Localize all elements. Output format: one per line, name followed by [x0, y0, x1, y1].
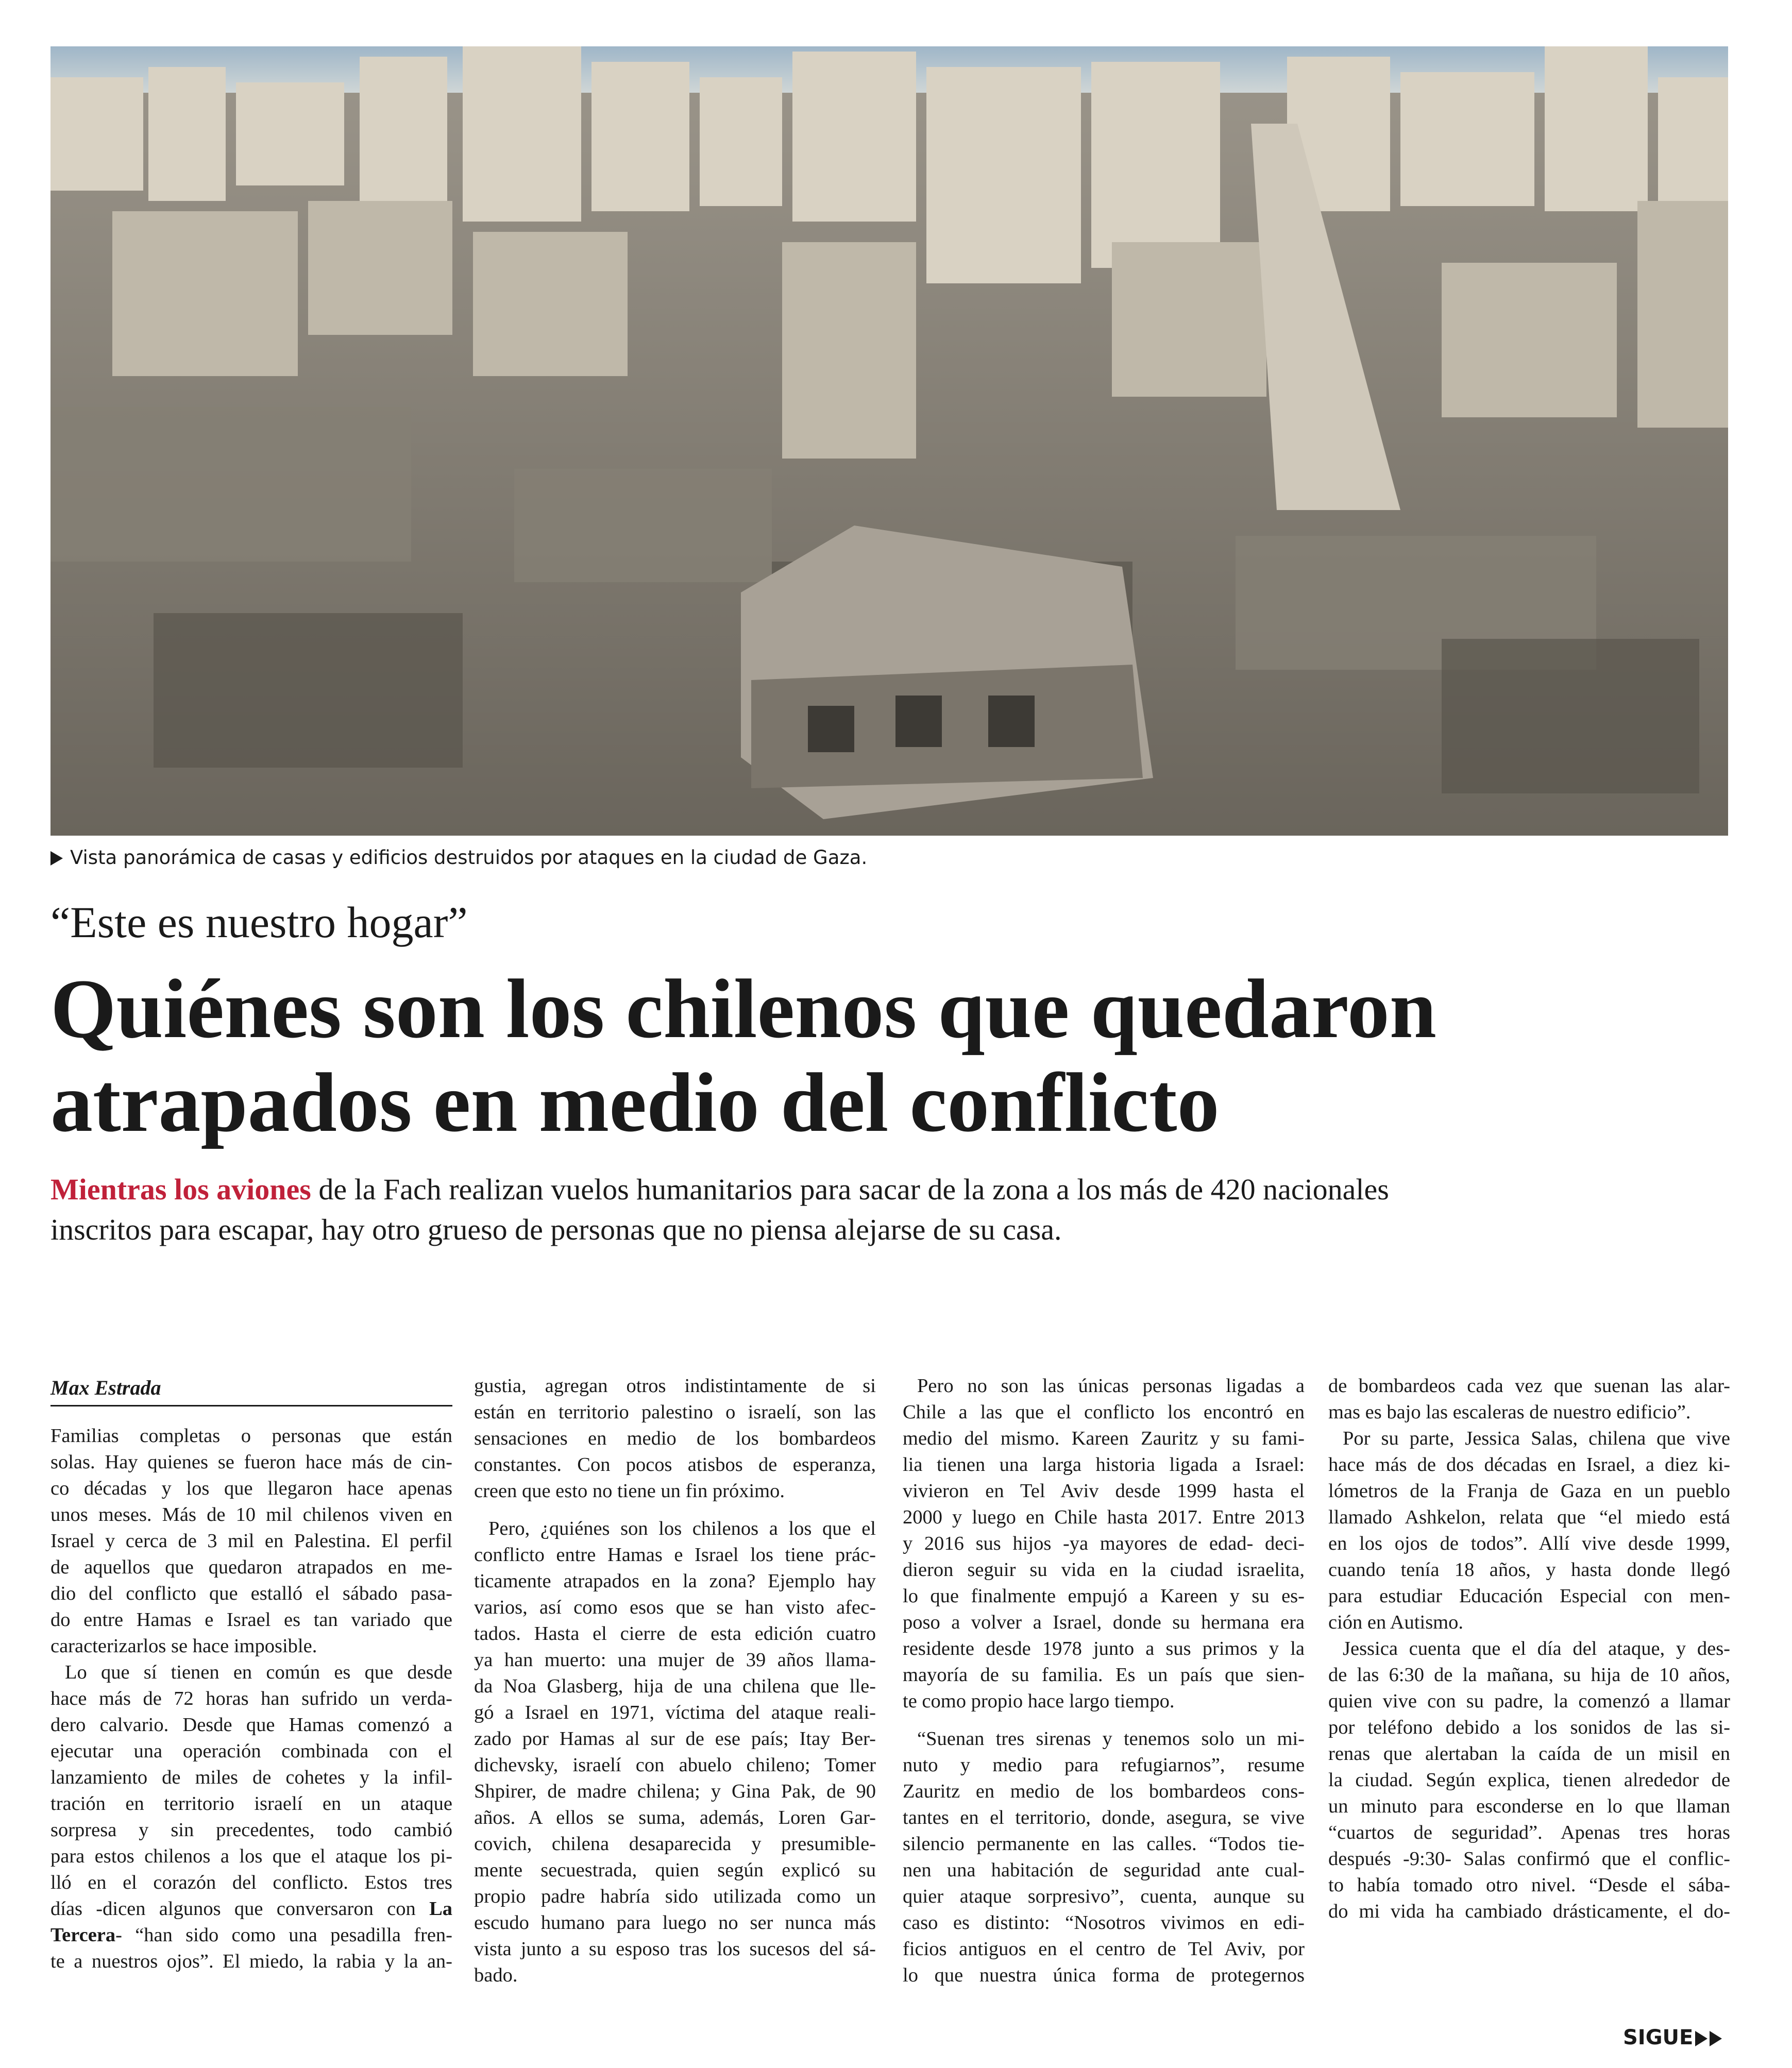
- continues-link[interactable]: [1623, 2025, 1722, 2050]
- text-line: caracterizarlos se hace imposible.: [50, 1635, 317, 1657]
- text-line: tados. Hasta el cierre de esta edición cuatro: [474, 1623, 876, 1645]
- article-column-3: [903, 1373, 1305, 1989]
- text-line: hace más de dos décadas en Israel, a diez ki-: [1328, 1454, 1730, 1476]
- text-line: zado por Hamas al sur de ese país; Itay Ber-: [474, 1728, 876, 1750]
- text-line: co décadas y los que llegaron hace apenas: [50, 1478, 452, 1499]
- text-line: covich, chilena desaparecida y presumible-: [474, 1833, 876, 1855]
- text-line: da Noa Glasberg, hija de una chilena que lle-: [474, 1675, 876, 1697]
- photo-gaza-destroyed-buildings: [50, 46, 1728, 836]
- text-line: poso a volver a Israel, donde su hermana era: [903, 1612, 1305, 1633]
- text-line: renas que alertaban la caída de un misil en: [1328, 1743, 1730, 1765]
- text-line: nen una habitación de seguridad ante cual-: [903, 1859, 1305, 1881]
- deck-line: [50, 1169, 1699, 1210]
- newspaper-name: Tercera: [50, 1924, 116, 1946]
- deck-line: inscritos para escapar, hay otro grueso de personas que no piensa alejarse de su casa.: [50, 1213, 1062, 1246]
- text-line: Chile a las que el conflicto los encontró en: [903, 1401, 1305, 1423]
- text-line: bado.: [474, 1964, 518, 1986]
- text-line: lia tienen una larga historia ligada a Israel:: [903, 1454, 1305, 1476]
- text-line: gustia, agregan otros indistintamente de si: [474, 1375, 876, 1397]
- text-line: de bombardeos cada vez que suenan las alar-: [1328, 1375, 1730, 1397]
- text-line: lo que nuestra única forma de protegernos: [903, 1964, 1305, 1986]
- text-line: propio padre habría sido utilizada como un: [474, 1886, 876, 1907]
- text-line: mas es bajo las escaleras de nuestro edificio”.: [1328, 1401, 1691, 1423]
- photo-caption: [50, 845, 1728, 871]
- text-line: ficios antiguos en el centro de Tel Aviv, por: [903, 1938, 1305, 1960]
- text-line: constantes. Con pocos atisbos de esperanza,: [474, 1454, 876, 1476]
- text-line: [50, 1896, 452, 1922]
- text-line: lo que finalmente empujó a Kareen y su es-: [903, 1585, 1305, 1607]
- text-line: mayoría de su familia. Es un país que sien-: [903, 1664, 1305, 1686]
- headline-line: Quiénes son los chilenos que quedaron: [50, 962, 1436, 1056]
- text-line: do mi vida ha cambiado drásticamente, el do-: [1328, 1901, 1730, 1922]
- text-line: nuto y medio para refugiarnos”, resume: [903, 1754, 1305, 1776]
- text-line: Por su parte, Jessica Salas, chilena que vive: [1343, 1428, 1730, 1449]
- text-line: quien vive con su padre, la comenzó a llamar: [1328, 1690, 1730, 1712]
- text-line: creen que esto no tiene un fin próximo.: [474, 1480, 785, 1502]
- text-line: “cuartos de seguridad”. Apenas tres horas: [1328, 1822, 1730, 1843]
- text-line: conflicto entre Hamas e Israel los tiene prác-: [474, 1544, 876, 1566]
- play-arrow-icon: [1695, 2031, 1708, 2046]
- text-line: un minuto para esconderse en lo que llaman: [1328, 1795, 1730, 1817]
- text-fragment: - “han sido como una pesadilla fren-: [115, 1924, 452, 1946]
- newspaper-name: La: [429, 1898, 452, 1920]
- text-line: “Suenan tres sirenas y tenemos solo un mi-: [917, 1728, 1305, 1750]
- text-line: varios, así como esos que se han visto afec-: [474, 1597, 876, 1618]
- text-line: te como propio hace largo tiempo.: [903, 1690, 1175, 1712]
- kicker: “Este es nuestro hogar”: [50, 897, 468, 947]
- article-column-1: [50, 1423, 452, 1975]
- text-line: Zauritz en medio de los bombardeos cons-: [903, 1781, 1305, 1802]
- text-line: quier ataque sorpresivo”, cuenta, aunque su: [903, 1886, 1305, 1907]
- text-line: tantes en el territorio, donde, asegura, se vive: [903, 1807, 1305, 1828]
- text-line: hace más de 72 horas han sufrido un verda-: [50, 1688, 452, 1709]
- article-column-2: [474, 1373, 876, 1989]
- caption-text: Vista panorámica de casas y edificios destruidos por ataques en la ciudad de Gaza.: [70, 846, 868, 869]
- text-line: para estudiar Educación Especial con men-: [1328, 1585, 1730, 1607]
- lead-photo: [50, 46, 1728, 836]
- text-line: do entre Hamas e Israel es tan variado que: [50, 1609, 452, 1631]
- text-line: silencio permanente en las calles. “Todos tie-: [903, 1833, 1305, 1855]
- play-arrow-icon: [1710, 2031, 1722, 2046]
- text-line: lómetros de la Franja de Gaza en un pueblo: [1328, 1480, 1730, 1502]
- text-line: lanzamiento de miles de cohetes y la infil-: [50, 1767, 452, 1788]
- text-line: Pero no son las únicas personas ligadas a: [917, 1375, 1305, 1397]
- article-column-4: [1328, 1373, 1730, 1925]
- byline: Max Estrada: [50, 1373, 452, 1406]
- text-line: están en territorio palestino o israelí, son las: [474, 1401, 876, 1423]
- text-line: Jessica cuenta que el día del ataque, y des-: [1343, 1638, 1730, 1659]
- continues-label: SIGUE: [1623, 2026, 1694, 2049]
- text-line: medio del mismo. Kareen Zauritz y su fami-: [903, 1428, 1305, 1449]
- caption-triangle-icon: [50, 851, 63, 866]
- text-line: [50, 1922, 452, 1948]
- text-line: unos meses. Más de 10 mil chilenos viven en: [50, 1504, 452, 1525]
- deck-text: de la Fach realizan vuelos humanitarios para sacar de la zona a los más de 420 nacionales: [311, 1173, 1389, 1206]
- text-line: tración en territorio israelí en un ataque: [50, 1793, 452, 1815]
- text-line: dero calvario. Desde que Hamas comenzó a: [50, 1714, 452, 1736]
- text-line: 2000 y luego en Chile hasta 2017. Entre 2013: [903, 1506, 1305, 1528]
- text-line: dichevsky, israelí con abuelo chileno; Tomer: [474, 1754, 876, 1776]
- text-line: en los ojos de todos”. Allí vive desde 1999,: [1328, 1533, 1730, 1554]
- text-line: años. A ellos se suma, además, Loren Gar-: [474, 1807, 876, 1828]
- text-line: te a nuestros ojos”. El miedo, la rabia y la an-: [50, 1951, 452, 1972]
- text-line: escudo humano para luego no ser nunca más: [474, 1912, 876, 1934]
- headline: [50, 962, 1730, 1150]
- text-line: para estos chilenos a los que el ataque los pi-: [50, 1845, 452, 1867]
- text-line: ejecutar una operación combinada con el: [50, 1740, 452, 1762]
- text-fragment: días -dicen algunos que conversaron con: [50, 1898, 416, 1920]
- text-line: Israel y cerca de 3 mil en Palestina. El perfil: [50, 1530, 452, 1552]
- text-line: ya han muerto: una mujer de 39 años llama-: [474, 1649, 876, 1671]
- text-line: ticamente atrapados en la zona? Ejemplo hay: [474, 1570, 876, 1592]
- text-line: Familias completas o personas que están: [50, 1425, 452, 1447]
- text-line: la ciudad. Según explica, tienen alrededor de: [1328, 1769, 1730, 1791]
- text-line: y 2016 sus hijos -ya mayores de edad- deci-: [903, 1533, 1305, 1554]
- text-line: ción en Autismo.: [1328, 1612, 1463, 1633]
- text-line: llamado Ashkelon, relata que “el miedo está: [1328, 1506, 1730, 1528]
- text-line: vista junto a su esposo tras los sucesos del sá-: [474, 1938, 876, 1960]
- text-line: solas. Hay quienes se fueron hace más de cin-: [50, 1451, 452, 1473]
- text-line: cuando tenía 18 años, y hasta donde llegó: [1328, 1559, 1730, 1581]
- text-line: to había tomado otro nivel. “Desde el sába-: [1328, 1874, 1730, 1896]
- text-line: dieron seguir su vida en la ciudad israelita,: [903, 1559, 1305, 1581]
- text-line: Shpirer, de madre chilena; y Gina Pak, de 90: [474, 1781, 876, 1802]
- text-line: lló en el corazón del conflicto. Estos tres: [50, 1872, 452, 1893]
- deck-lead: Mientras los aviones: [50, 1173, 311, 1206]
- text-line: mente secuestrada, quien según explicó su: [474, 1859, 876, 1881]
- text-line: sorpresa y sin precedentes, todo cambió: [50, 1819, 452, 1841]
- text-line: sensaciones en medio de los bombardeos: [474, 1428, 876, 1449]
- text-line: después -9:30- Salas confirmó que el conflic-: [1328, 1848, 1730, 1870]
- text-line: residente desde 1978 junto a sus primos y la: [903, 1638, 1305, 1659]
- text-line: dio del conflicto que estalló el sábado pasa-: [50, 1583, 452, 1604]
- text-line: gó a Israel en 1971, víctima del ataque reali-: [474, 1702, 876, 1723]
- text-line: vivieron en Tel Aviv desde 1999 hasta el: [903, 1480, 1305, 1502]
- deck: [50, 1169, 1699, 1250]
- text-line: Pero, ¿quiénes son los chilenos a los que el: [488, 1518, 876, 1539]
- text-line: por teléfono debido a los sonidos de las si-: [1328, 1717, 1730, 1738]
- text-line: de aquellos que quedaron atrapados en me-: [50, 1556, 452, 1578]
- text-line: de las 6:30 de la mañana, su hija de 10 años,: [1328, 1664, 1730, 1686]
- text-line: Lo que sí tienen en común es que desde: [65, 1662, 452, 1683]
- text-line: caso es distinto: “Nosotros vivimos en edi-: [903, 1912, 1305, 1934]
- headline-line: atrapados en medio del conflicto: [50, 1056, 1220, 1149]
